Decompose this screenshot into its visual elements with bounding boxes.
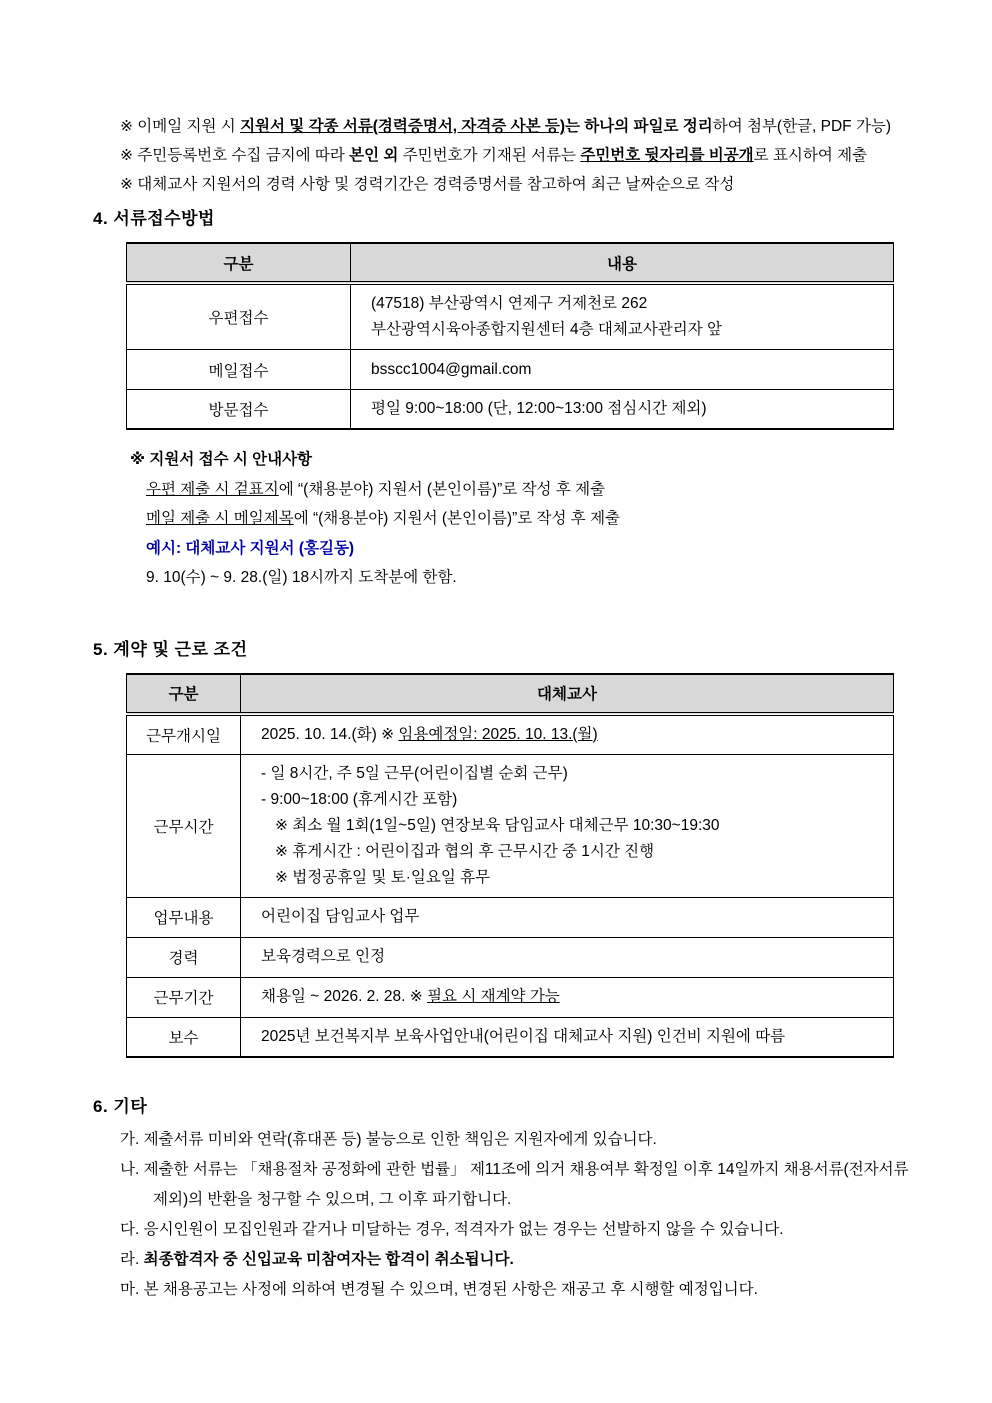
note-text-emphasis: 지원서 및 각종 서류(경력증명서, 자격증 사본 등) — [240, 118, 566, 135]
note-text: ※ 대체교사 지원서의 경력 사항 및 경력기간은 경력증명서를 참고하여 최근 날짜순으로 작성 — [120, 176, 735, 193]
guide-text: 에 “(채용분야) 지원서 (본인이름)”로 작성 후 제출 — [293, 510, 621, 527]
etc-item-ra — [120, 1245, 922, 1275]
table-row-work-hours — [127, 754, 894, 897]
guide-example: 예시: 대체교사 지원서 (홍길동) — [146, 539, 355, 557]
header-cell-category: 구분 — [127, 243, 351, 283]
email-address: bsscc1004@gmail.com — [351, 350, 894, 390]
table-row-period — [127, 977, 894, 1017]
row-label: 근무기간 — [127, 977, 241, 1017]
table-row-career — [127, 937, 894, 977]
table-row-pay — [127, 1017, 894, 1057]
guide-underline-text: 메일 제출 시 메일제목 — [146, 510, 294, 527]
row-label: 업무내용 — [127, 897, 241, 937]
submission-method-table — [126, 242, 894, 430]
item-text: 제출서류 미비와 연락(휴대폰 등) 불능으로 인한 책임은 지원자에게 있습니다. — [143, 1130, 657, 1148]
row-value — [241, 754, 894, 897]
etc-item-na — [120, 1155, 922, 1215]
work-hours-note: ※ 법정공휴일 및 토·일요일 휴무 — [275, 868, 491, 886]
etc-item-da — [120, 1215, 922, 1245]
top-note-email — [120, 112, 922, 141]
contract-conditions-table — [126, 673, 894, 1058]
guide-title: ※ 지원서 접수 시 안내사항 — [130, 451, 313, 468]
visit-hours: 평일 9:00~18:00 (단, 12:00~13:00 점심시간 제외) — [351, 390, 894, 430]
table-header-row — [127, 674, 894, 714]
application-guide — [130, 445, 992, 593]
postal-address-line2: 부산광역시육아종합지원센터 4층 대체교사관리자 앞 — [371, 321, 722, 338]
work-hours-note: ※ 휴게시간 : 어린이집과 협의 후 근무시간 중 1시간 진행 — [275, 842, 655, 860]
item-label: 마. — [120, 1280, 140, 1298]
note-text: ※ 주민등록번호 수집 금지에 따라 — [120, 147, 350, 164]
item-label: 나. — [120, 1160, 140, 1178]
item-text: 제출한 서류는 「채용절차 공정화에 관한 법률」 제11조에 의거 채용여부 확정일 이후 14일까지 채용서류(전자서류 제외)의 반환을 청구할 수 있으며, 그 이후 파기합니다. — [143, 1160, 909, 1208]
header-cell-content: 내용 — [351, 243, 894, 283]
postal-address-line1: (47518) 부산광역시 연제구 거제천로 262 — [371, 295, 648, 312]
guide-deadline: 9. 10(수) ~ 9. 28.(일) 18시까지 도착분에 한함. — [146, 569, 457, 586]
guide-text: 에 “(채용분야) 지원서 (본인이름)”로 작성 후 제출 — [278, 480, 606, 498]
start-date-underline: 임용예정일: 2025. 10. 13.(월) — [398, 725, 598, 743]
top-note-privacy — [120, 141, 922, 170]
row-value — [241, 977, 894, 1017]
work-hours-note: ※ 최소 월 1회(1일~5일) 연장보육 담임교사 대체근무 10:30~19:30 — [275, 816, 720, 834]
item-text: 응시인원이 모집인원과 같거나 미달하는 경우, 적격자가 없는 경우는 선발하지 않을 수 있습니다. — [143, 1220, 784, 1238]
note-text: 주민번호가 기재된 서류는 — [398, 147, 581, 164]
note-text: 하여 첨부(한글, PDF 가능) — [712, 118, 892, 135]
period-underline: 필요 시 재계약 가능 — [427, 988, 560, 1005]
etc-item-ma — [120, 1275, 922, 1305]
guide-underline-text: 우편 제출 시 겉표지 — [146, 480, 279, 498]
note-text: 로 표시하여 제출 — [753, 147, 868, 164]
note-text-bold: 는 하나의 파일로 정리 — [565, 118, 713, 135]
table-row-visit — [127, 390, 894, 430]
note-text-bold: 본인 외 — [349, 147, 399, 164]
work-hours-line: - 일 8시간, 주 5일 근무(어린이집별 순회 근무) — [261, 764, 568, 782]
row-label: 근무시간 — [127, 754, 241, 897]
row-label: 경력 — [127, 937, 241, 977]
note-text: ※ 이메일 지원 시 — [120, 118, 241, 135]
row-label: 보수 — [127, 1017, 241, 1057]
table-row-postal — [127, 283, 894, 350]
etc-item-ga — [120, 1125, 922, 1155]
table-row-start-date — [127, 714, 894, 755]
row-value: 보육경력으로 인정 — [241, 937, 894, 977]
row-value — [241, 714, 894, 755]
table-header-row — [127, 243, 894, 283]
guide-postal-line — [146, 475, 992, 505]
item-text-bold: 최종합격자 중 신입교육 미참여자는 합격이 취소됩니다. — [143, 1250, 514, 1268]
row-value: 어린이집 담임교사 업무 — [241, 897, 894, 937]
section4-title: 4. 서류접수방법 — [93, 209, 215, 228]
top-notes — [120, 112, 922, 199]
table-row-email — [127, 350, 894, 390]
work-hours-line: - 9:00~18:00 (휴게시간 포함) — [261, 790, 458, 808]
item-label: 가. — [120, 1130, 140, 1148]
row-label: 우편접수 — [127, 283, 351, 350]
top-note-career — [120, 170, 922, 199]
item-label: 라. — [120, 1250, 140, 1268]
row-label: 메일접수 — [127, 350, 351, 390]
etc-items — [0, 1125, 922, 1305]
section6-title: 6. 기타 — [93, 1096, 148, 1116]
row-label: 방문접수 — [127, 390, 351, 430]
period-text: 채용일 ~ 2026. 2. 28. ※ — [261, 988, 428, 1005]
header-cell-substitute-teacher: 대체교사 — [241, 674, 894, 714]
start-date-text: 2025. 10. 14.(화) ※ — [261, 725, 399, 743]
section5-title: 5. 계약 및 근로 조건 — [93, 639, 248, 659]
table-row-duty — [127, 897, 894, 937]
note-text-emphasis: 주민번호 뒷자리를 비공개 — [580, 147, 754, 164]
item-label: 다. — [120, 1220, 140, 1238]
row-label: 근무개시일 — [127, 714, 241, 755]
header-cell-category: 구분 — [127, 674, 241, 714]
row-value — [351, 283, 894, 350]
guide-mail-line — [146, 504, 992, 534]
item-text: 본 채용공고는 사정에 의하여 변경될 수 있으며, 변경된 사항은 재공고 후 시행할 예정입니다. — [143, 1280, 758, 1298]
row-value: 2025년 보건복지부 보육사업안내(어린이집 대체교사 지원) 인건비 지원에 따름 — [241, 1017, 894, 1057]
